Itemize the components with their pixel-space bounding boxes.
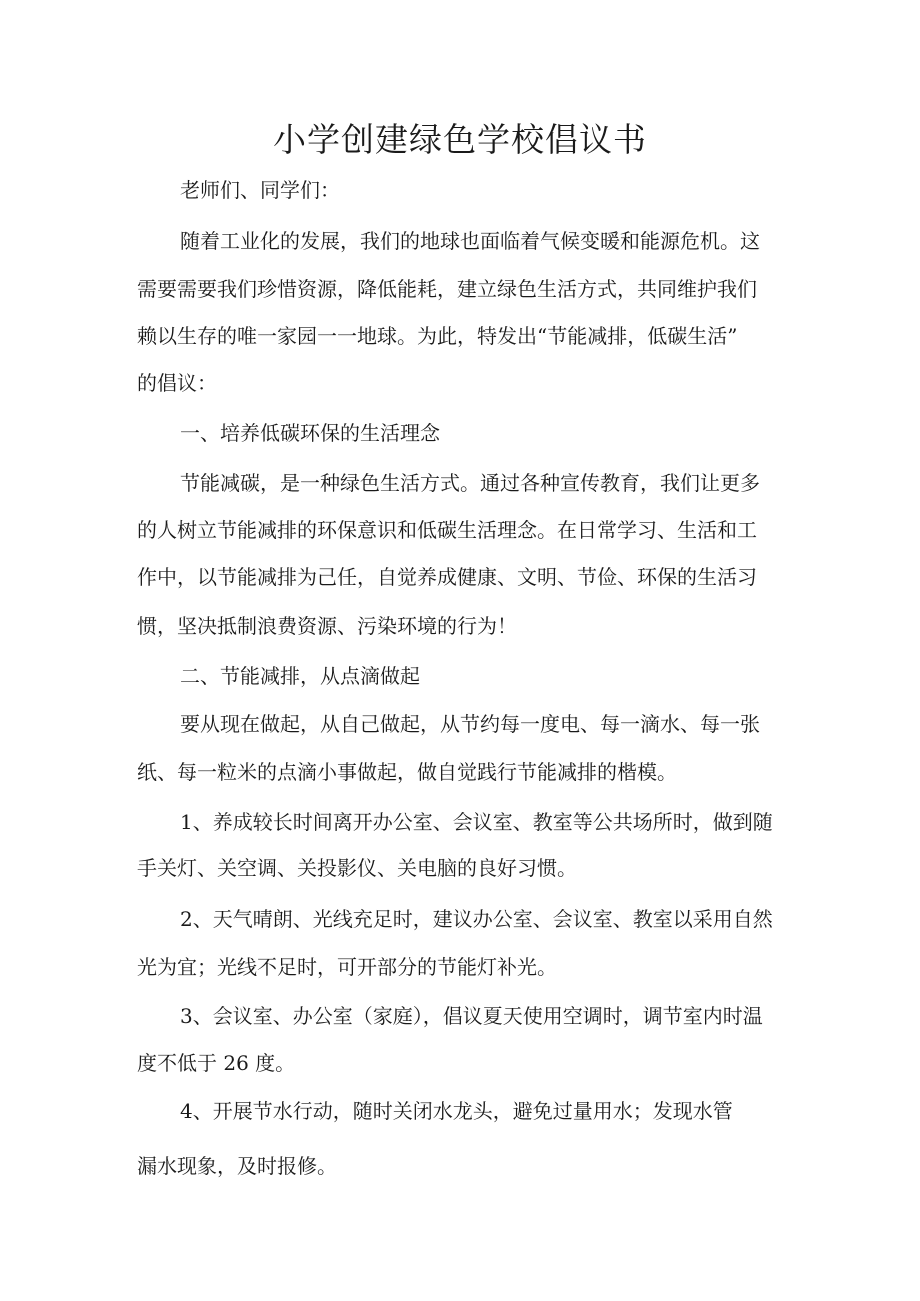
section2-line-2: 纸、每一粒米的点滴小事做起，做自觉践行节能减排的楷模。 [137,760,677,784]
item2-line-1: 2、天气晴朗、光线充足时，建议办公室、会议室、教室以采用自然 [180,907,773,931]
section1-line-1: 节能减碳，是一种绿色生活方式。通过各种宣传教育，我们让更多 [180,471,760,495]
section1-line-3: 作中，以节能减排为己任，自觉养成健康、文明、节俭、环保的生活习 [137,565,757,589]
item3-line-1: 3、会议室、办公室（家庭），倡议夏天使用空调时，调节室内时温 [180,1004,763,1028]
item1-line-2: 手关灯、关空调、关投影仪、关电脑的良好习惯。 [137,856,577,880]
section2-line-1: 要从现在做起，从自己做起，从节约每一度电、每一滴水、每一张 [180,712,760,736]
section2-heading: 二、节能减排，从点滴做起 [180,664,420,688]
item1-line-1: 1、养成较长时间离开办公室、会议室、教室等公共场所时，做到随 [180,810,773,834]
section1-heading: 一、培养低碳环保的生活理念 [180,421,440,445]
section1-line-4: 惯，坚决抵制浪费资源、污染环境的行为！ [137,614,517,638]
item2-line-2: 光为宜；光线不足时，可开部分的节能灯补光。 [137,955,557,979]
intro-line-1: 随着工业化的发展，我们的地球也面临着气候变暖和能源危机。这 [180,229,760,253]
salutation: 老师们、同学们： [180,178,340,202]
section1-line-2: 的人树立节能减排的环保意识和低碳生活理念。在日常学习、生活和工 [137,518,757,542]
intro-line-3: 赖以生存的唯一家园一一地球。为此，特发出“节能减排，低碳生活” [137,324,738,348]
document-title: 小学创建绿色学校倡议书 [273,120,647,159]
intro-line-4: 的倡议： [137,371,217,395]
item3-line-2: 度不低于 26 度。 [137,1051,296,1075]
item4-line-2: 漏水现象，及时报修。 [137,1154,337,1178]
intro-line-2: 需要需要我们珍惜资源，降低能耗，建立绿色生活方式，共同维护我们 [137,277,757,301]
item4-line-1: 4、开展节水行动，随时关闭水龙头，避免过量用水；发现水管 [180,1099,733,1123]
